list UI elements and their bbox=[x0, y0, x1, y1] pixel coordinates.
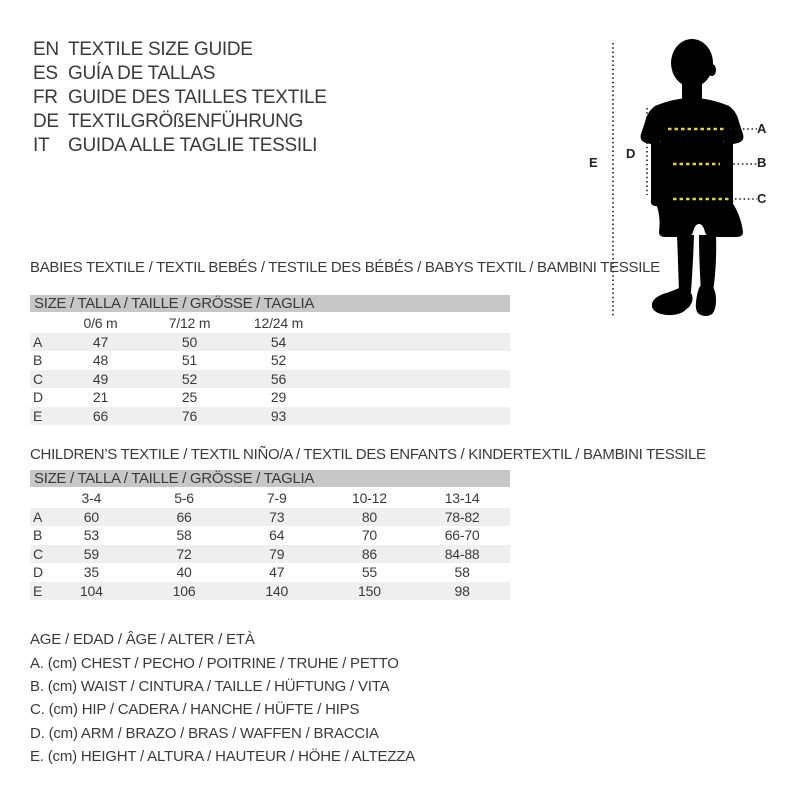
lang-row-de bbox=[33, 110, 327, 134]
cell: 47 bbox=[92, 333, 109, 350]
table-row bbox=[30, 351, 510, 370]
row-label: B bbox=[33, 352, 43, 369]
column-header: 3-4 bbox=[81, 490, 102, 507]
cell: 98 bbox=[454, 582, 470, 599]
child-silhouette-svg bbox=[585, 30, 775, 325]
label-chest-a: A bbox=[757, 121, 767, 136]
cell: 48 bbox=[92, 352, 109, 369]
table-row bbox=[30, 526, 510, 545]
cell: 93 bbox=[270, 407, 287, 424]
cell: 40 bbox=[176, 564, 192, 581]
lang-row-it bbox=[33, 134, 327, 158]
lang-row-fr bbox=[33, 86, 327, 110]
cell: 78-82 bbox=[444, 508, 480, 525]
label-hip-c: C bbox=[757, 191, 767, 206]
row-label: D bbox=[33, 389, 43, 406]
lang-code: DE bbox=[33, 111, 59, 132]
row-label: C bbox=[33, 545, 43, 562]
label-height-e: E bbox=[589, 155, 598, 170]
cell: 150 bbox=[358, 582, 381, 599]
cell: 104 bbox=[79, 582, 103, 599]
cell: 66 bbox=[176, 508, 192, 525]
lang-title: GUÍA DE TALLAS bbox=[68, 63, 216, 84]
children-column-header-row bbox=[30, 489, 510, 508]
lang-code: FR bbox=[33, 87, 58, 108]
lang-code: IT bbox=[33, 135, 50, 156]
cell: 70 bbox=[361, 527, 377, 544]
cell: 53 bbox=[83, 527, 99, 544]
row-label: A bbox=[33, 508, 43, 525]
cell: 52 bbox=[270, 352, 287, 369]
table-row bbox=[30, 370, 510, 389]
table-row bbox=[30, 582, 510, 601]
cell: 52 bbox=[181, 370, 198, 387]
cell: 76 bbox=[181, 407, 198, 424]
cell: 50 bbox=[181, 333, 198, 350]
cell: 106 bbox=[172, 582, 196, 599]
legend-age: AGE / EDAD / ÂGE / ALTER / ETÀ bbox=[30, 631, 255, 649]
babies-size-header-bar: SIZE / TALLA / TAILLE / GRÖSSE / TAGLIA bbox=[30, 295, 510, 312]
label-waist-b: B bbox=[757, 155, 767, 170]
legend-hip: C. (cm) HIP / CADERA / HANCHE / HÜFTE / HIPS bbox=[30, 701, 360, 719]
cell: 56 bbox=[270, 370, 287, 387]
measurement-legend bbox=[30, 628, 415, 768]
children-size-header-bar: SIZE / TALLA / TAILLE / GRÖSSE / TAGLIA bbox=[30, 470, 510, 487]
column-header: 0/6 m bbox=[83, 315, 118, 332]
column-header: 7/12 m bbox=[168, 315, 211, 332]
lang-title: GUIDE DES TAILLES TEXTILE bbox=[68, 87, 327, 108]
label-arm-d: D bbox=[626, 146, 636, 161]
cell: 51 bbox=[181, 352, 198, 369]
legend-waist: B. (cm) WAIST / CINTURA / TAILLE / HÜFTUNG / VITA bbox=[30, 677, 390, 695]
row-label: D bbox=[33, 564, 43, 581]
cell: 73 bbox=[269, 508, 285, 525]
cell: 54 bbox=[270, 333, 287, 350]
babies-section-title: BABIES TEXTILE / TEXTIL BEBÉS / TESTILE DES BÉBÉS / BABYS TEXTIL / BAMBINI TESSILE bbox=[30, 259, 660, 276]
table-row bbox=[30, 388, 510, 407]
cell: 49 bbox=[92, 370, 109, 387]
babies-column-header-row bbox=[30, 314, 510, 333]
cell: 35 bbox=[83, 564, 99, 581]
cell: 60 bbox=[83, 508, 99, 525]
cell: 79 bbox=[269, 545, 285, 562]
lang-code: ES bbox=[33, 63, 58, 84]
table-row bbox=[30, 333, 510, 352]
cell: 29 bbox=[270, 389, 287, 406]
cell: 66-70 bbox=[444, 527, 480, 544]
cell: 47 bbox=[269, 564, 285, 581]
babies-table bbox=[30, 295, 510, 425]
table-row bbox=[30, 407, 510, 426]
cell: 58 bbox=[176, 527, 192, 544]
table-row bbox=[30, 563, 510, 582]
cell: 80 bbox=[361, 508, 377, 525]
cell: 140 bbox=[265, 582, 289, 599]
lang-title: TEXTILE SIZE GUIDE bbox=[68, 39, 253, 60]
children-table bbox=[30, 470, 510, 600]
legend-height: E. (cm) HEIGHT / ALTURA / HAUTEUR / HÖHE / ALTEZZA bbox=[30, 748, 416, 766]
row-label: E bbox=[33, 582, 43, 599]
lang-title: GUIDA ALLE TAGLIE TESSILI bbox=[68, 135, 318, 156]
column-header: 13-14 bbox=[444, 490, 480, 507]
column-header: 12/24 m bbox=[253, 315, 304, 332]
table-row bbox=[30, 545, 510, 564]
cell: 55 bbox=[361, 564, 377, 581]
language-header bbox=[33, 38, 327, 158]
cell: 59 bbox=[83, 545, 99, 562]
lang-code: EN bbox=[33, 39, 59, 60]
column-header: 5-6 bbox=[174, 490, 194, 507]
cell: 64 bbox=[269, 527, 285, 544]
column-header: 7-9 bbox=[266, 490, 287, 507]
lang-title: TEXTILGRÖßENFÜHRUNG bbox=[68, 111, 303, 132]
cell: 21 bbox=[92, 389, 109, 406]
legend-arm: D. (cm) ARM / BRAZO / BRAS / WAFFEN / BRACCIA bbox=[30, 724, 379, 742]
column-header: 10-12 bbox=[352, 490, 387, 507]
legend-chest: A. (cm) CHEST / PECHO / POITRINE / TRUHE / PETTO bbox=[30, 654, 399, 672]
lang-row-es bbox=[33, 62, 327, 86]
table-row bbox=[30, 508, 510, 527]
cell: 25 bbox=[181, 389, 198, 406]
row-label: A bbox=[33, 333, 43, 350]
row-label: E bbox=[33, 407, 43, 424]
measurement-diagram bbox=[585, 30, 775, 325]
row-label: B bbox=[33, 527, 43, 544]
cell: 58 bbox=[454, 564, 470, 581]
row-label: C bbox=[33, 370, 43, 387]
cell: 84-88 bbox=[444, 545, 480, 562]
children-section-title: CHILDREN’S TEXTILE / TEXTIL NIÑO/A / TEXTIL DES ENFANTS / KINDERTEXTIL / BAMBINI TESSILE bbox=[30, 446, 706, 463]
cell: 72 bbox=[176, 545, 192, 562]
cell: 66 bbox=[92, 407, 109, 424]
lang-row-en bbox=[33, 38, 327, 62]
cell: 86 bbox=[361, 545, 377, 562]
